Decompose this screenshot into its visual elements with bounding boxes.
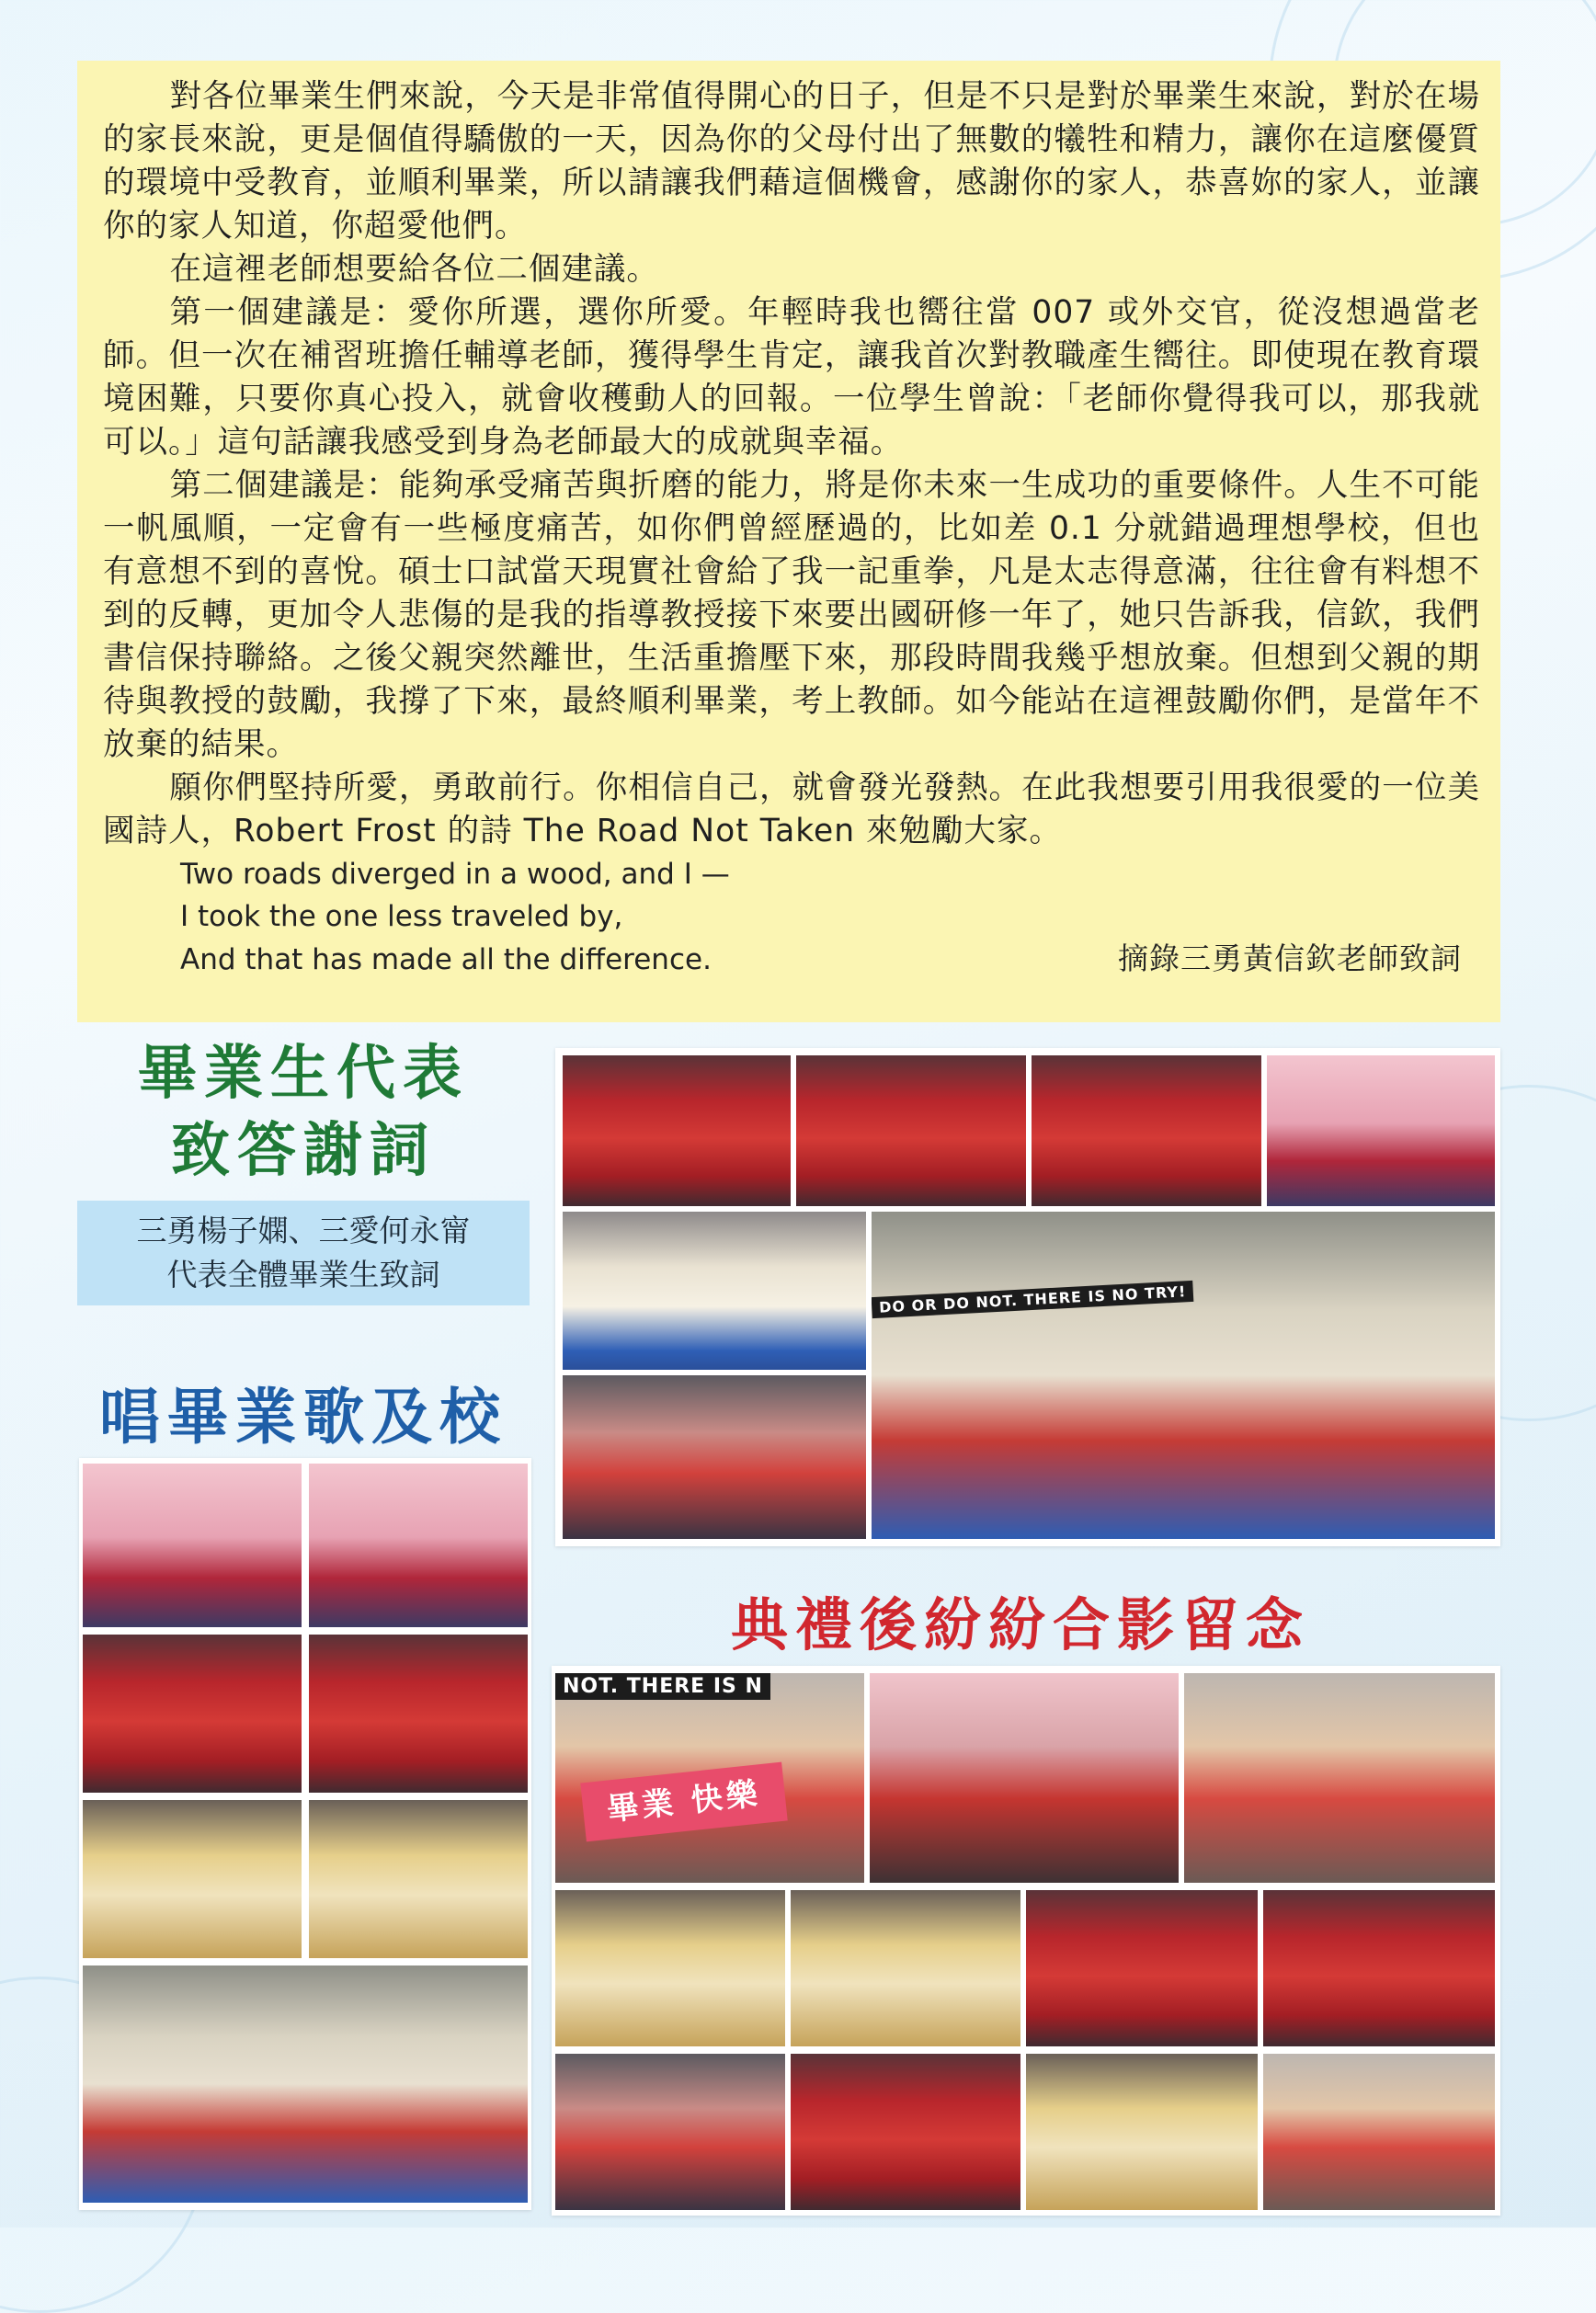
caption-line: 代表全體畢業生致詞 [166,1257,440,1293]
photo-stage-view [309,1464,528,1627]
speech-paragraph: 願你們堅持所愛，勇敢前行。你相信自己，就會發光發熱。在此我想要引用我很愛的一位美國詩人，Robert Frost 的詩 The Road Not Taken 來勉勵大家。 [103,769,1480,849]
poem-line: And that has made all the difference. [180,943,712,976]
photo-family-portrait [791,2054,1020,2210]
photo-gymnasium-ceremony [872,1212,1495,1539]
graduation-song-heading: 唱畢業歌及校 [99,1382,507,1453]
speech-paragraph: 在這裡老師想要給各位二個建議。 [169,251,659,288]
photo-singing-students [309,1635,528,1793]
group-photo-heading: 典禮後紛紛合影留念 [730,1591,1310,1658]
photo-graduates-in-white [563,1212,866,1370]
photo-class-group [870,1673,1179,1883]
photo-family-portrait [1263,1890,1495,2046]
song-photo-collage [79,1458,531,2210]
photo-singing-students [83,1635,302,1793]
photo-family-portrait [1026,2054,1258,2210]
photo-family-portrait [791,1890,1020,2046]
poem-line: Two roads diverged in a wood, and I — [180,858,730,891]
photo-speaker-at-microphone [563,1055,791,1206]
heading-line: 畢業生代表 [138,1040,469,1108]
speech-paragraph: 第二個建議是：能夠承受痛苦與折磨的能力，將是你未來一生成功的重要條件。人生不可能一帆風順，一定會有一些極度痛苦，如你們曾經歷過的，比如差 0.1 分就錯過理想學校，但也有意想不到的喜悅。碩士口試當天現實社會給了我一記重拳，凡是太志得意滿，往往會有料想不到的反轉，更加令人悲傷的是我的指導教授接下來要出國研修一年了，她只告訴我，信欽，我們書信保持聯絡。之後父親突然離世，生活重擔壓下來，那段時間我幾乎想放棄。但想到父親的期待與教授的鼓勵，我撐了下來，最終順利畢業，考上教師。如今能站在這裡鼓勵你們，是當年不放棄的結果。 [103,467,1480,763]
speech-photo-collage [555,1048,1500,1546]
hall-banner-text: DO OR DO NOT. THERE IS NO TRY! [872,1281,1194,1318]
photo-singing-students [309,1800,528,1958]
photo-stage-performance [1267,1055,1495,1206]
photo-family-portrait [1263,2054,1495,2210]
photo-stage-view [83,1464,302,1627]
photo-family-group [1184,1673,1495,1883]
photo-family-portrait [555,2054,785,2210]
photo-graduates-in-red [563,1375,866,1539]
representative-caption [77,1201,530,1305]
heading-line: 致答謝詞 [171,1117,436,1185]
poem-line: I took the one less traveled by, [180,900,623,933]
speech-excerpt-box [77,61,1500,1022]
photo-family-portrait [555,1890,785,2046]
caption-line: 三勇楊子嫻、三愛何永甯 [136,1213,471,1248]
photo-graduates-performing [1032,1055,1261,1206]
graduation-sign-text: 畢業 快樂 [580,1762,787,1842]
speech-signature: 摘錄三勇黃信欽老師致詞 [1118,940,1462,976]
photo-singing-students [83,1800,302,1958]
photo-family-portrait [1026,1890,1258,2046]
photo-group-with-banner [555,1673,864,1883]
photo-gymnasium-wide [83,1965,528,2203]
graduate-representative-heading [77,1035,530,1190]
group-banner-top-text: NOT. THERE IS N [555,1673,770,1700]
group-photo-collage [552,1666,1500,2216]
poem-last-row [103,938,1480,981]
photo-violinist [796,1055,1026,1206]
speech-paragraph: 對各位畢業生們來說，今天是非常值得開心的日子，但是不只是對於畢業生來說，對於在場的家長來說，更是個值得驕傲的一天，因為你的父母付出了無數的犧牲和精力，讓你在這麼優質的環境中受教育，並順利畢業，所以請讓我們藉這個機會，感謝你的家人，恭喜妳的家人，並讓你的家人知道，你超愛他們。 [103,78,1480,245]
speech-paragraph: 第一個建議是：愛你所選，選你所愛。年輕時我也嚮往當 007 或外交官，從沒想過當老師。但一次在補習班擔任輔導老師，獲得學生肯定，讓我首次對教職產生嚮往。即使現在教育環境困難，只要你真心投入，就會收穫動人的回報。一位學生曾說：「老師你覺得我可以，那我就可以。」這句話讓我感受到身為老師最大的成就與幸福。 [103,294,1480,461]
